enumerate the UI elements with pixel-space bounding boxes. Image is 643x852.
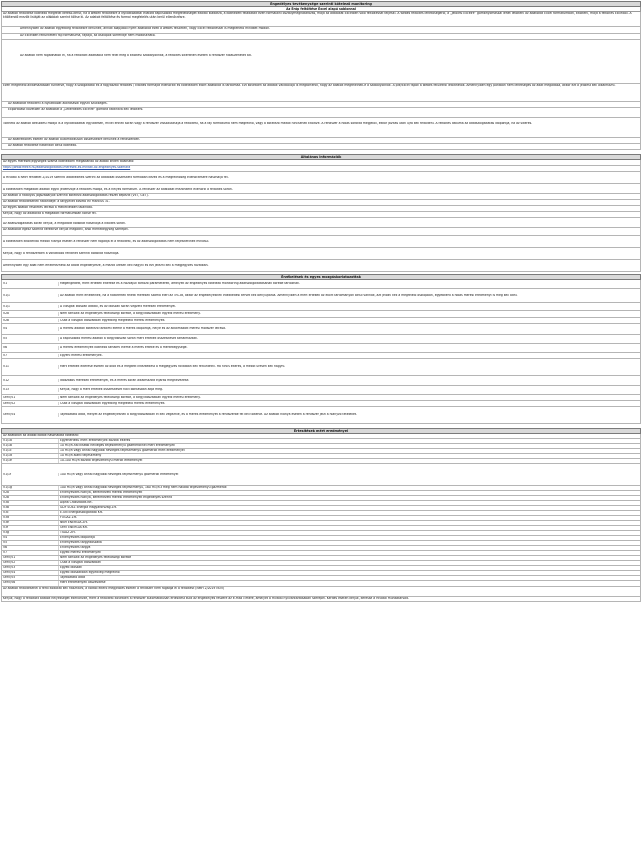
numbered-item: Az adatokat feltölteni a Nyilatkozat aláírásával együtt szükséges. [1,102,641,108]
row-code: ÖMV/V1 [2,556,59,560]
row-code: V5 [2,337,59,341]
row-description: A mérési eredmények kötelező tartalmi eleme a mérés értéke és a mértékegysége. [60,346,188,350]
info-row: A Hivatal a NMH rendelet 2/2019 szerinti adatkezelés szerint az adatokat összesített formában kezeli és a megfelelőség ellenőrzésére használja fel. [1,172,641,184]
row-description: Alpha Crossroads Kft. [60,501,93,504]
row-code: V3f [2,526,59,530]
row-description: Megengedett, mért értékek eltérése és a hozzájuk tartozó paraméterek, amelyek az engedélyes kötelező monitoring adatszolgáltatásának körébe tartoznak. [60,282,300,286]
table-row [1,376,641,386]
row-code: V11 [2,365,59,369]
table-row [1,587,641,597]
row-code: V12 [2,379,59,383]
row-code: V4 [2,536,59,540]
instruction-bullet: Az Excelben feltüntetett fájl formátuma, fajtája, az oszlopok sorrendje nem módosítható. [1,34,641,40]
info-row: Az adatok feltöltésének határideje: a tárgyévet követő év március 31. [1,200,641,206]
section-title-codes: Érzékelések és egyes mozgáskorlatozottak [1,274,641,280]
row-description: Nem tartozik az engedélyes felelősségi körébe, a tárgyidőszakban egyedi mérési eredmény. [60,312,201,316]
table-row [1,344,641,353]
row-description: 10 m3/h alatti teljesítmény [60,454,102,457]
row-code: V3b [2,506,59,510]
row-description: Csak a vizsgált időszakban egyedileg megfelelő mérési eredmények. [60,318,166,322]
row-description: 10 m3/h-nál kisebb névleges teljesítményű gázmérőknél mért eredmények [60,444,175,447]
row-code: V2a [2,491,59,495]
instruction-bullet: Amennyiben az adatok egyedileg feltöltésre kerülnek, annak alapjából nyert adatokat ezek a webes felületen, vagy Excel feltöltéssel is megtehető mindkét módon. [1,27,641,34]
row-code: V3e [2,521,59,525]
row-description: Érvényesítés tárgyidőszaka [60,541,102,544]
row-code: V1/1e [2,459,59,463]
row-code: V2a [2,312,59,316]
row-description: Érvényesítés hiánya, kérelmezett mérési eredmények engedélyes szerint [60,496,172,499]
row-code: ÖMV/V1 [2,396,59,400]
row-note: Kérjük, hogy a feltöltött adatok helyességét ellenőrizze, mert a feltöltést követően a rendszer automatikusan értesítést küld az engedélyes részére az e-mail címére, amelyet a Hivatal nyilvántartásában szerepel. Kérdés esetén kérjük, keresse a Hivatal munkatársait. [3,597,409,600]
row-code: V3g [2,531,59,535]
table-row [1,289,641,303]
row-code: V1/1d [2,454,59,458]
row-description: Kérjük, hogy a mért értékek összesítését havi bontásban adja meg. [60,388,163,392]
row-description: E.ON Energiaszolgáltató Kft. [60,511,103,514]
row-description: NKM ENERGIA Zrt. [60,521,88,524]
row-description: Érvényesítés hiánya, kérelmezett mérési eredmények [60,491,143,494]
row-description: TIGÁZ Zrt. [60,531,76,534]
section-title-results: Értesítések mért eredményei [1,428,641,434]
info-row: Amennyiben egy adat nem értelmezhető az adott engedélyesre, a mezőt üresen kell hagyni és ezt jelezni kell a megjegyzés rovatban. [1,260,641,272]
table-row [1,311,641,318]
row-code: ÖMV/V4 [2,413,59,417]
row-code: V7 [2,551,59,555]
row-description: Egyéb időszak [60,566,82,569]
row-description: A mérési adatok kötelező tartalmi eleme a mérés időpontja, helye és az alkalmazott mérési módszer leírása. [60,327,226,331]
section-title-monitoring: Engedélyes tevékenysége szerinti kötelező monitoring [1,1,641,7]
info-row: A kötelezően megadott adatok egyik jellemzője a feltöltés módja, és a helyes formátum. A rendszer az adatokat mezőnként ellenőrzi a feltöltés során. [1,184,641,194]
section-title-general: Általános információk [1,154,641,160]
table-row [1,303,641,311]
row-code: ÖMV/V5 [2,576,59,580]
row-code: V1/1f [2,473,59,477]
row-description: FŐGÁZ Zrt. [60,516,78,519]
row-description: Csak a vizsgált időszakban [60,561,101,564]
row-code: V7 [2,354,59,358]
row-code: ÖMV/V3 [2,566,59,570]
row-description: Időszakos mérések eredményei, és a mérés során alkalmazott eljárás megnevezése. [60,378,190,382]
table-row [1,464,641,486]
table-row [1,386,641,395]
row-code: ÖMV/V6 [2,581,59,586]
row-description: Tájékoztató adat [60,576,86,579]
row-description: Tájékoztató adat, melyet az engedélyesnek a tárgyidőszakban el kell végeznie, és a mérés eredményét a rendszerbe fel kell töltenie. Az adatok hiánya esetén a rendszer jelzi a hiányzó tételeket. [60,413,357,417]
section-subtitle-excel: Az Eráp feltöltése Excel alapú sablonnal [1,7,641,12]
row-description: Egyenértékű mért eredmények közötti eltérés [60,439,131,442]
row-code: V3d [2,516,59,520]
info-row: Az adatokat egész számra kerekítve kérjük megadni, ahol mértékegység szerepel. [1,228,641,236]
row-code: V1/1 [2,294,59,298]
table-row [1,597,641,602]
row-description: Egyéni mérési eredmények. [60,353,103,357]
row-description: Érvényesítés időpontja [60,536,95,539]
row-code: ÖMV/V2 [2,402,59,406]
row-code: V1/1b [2,444,59,448]
table-row [1,359,641,376]
row-code: V2b [2,496,59,500]
row-code: ÖMV/V4 [2,571,59,575]
row-description: GDF SUEZ Energia Magyarország Zrt. [60,506,117,509]
row-description: Az adatok mért értékeinek, ha a határérték feletti mérések száma eléri az 5%-ot, akkor az engedélyesnek intézkedési tervet kell benyújtania. Amennyiben a mért értékek az előírt tartományon belül vannak, azt jelölni kell a megfelelő oszlopban, egyébként a hibás mérési eredményt is meg kell adni. [60,293,518,297]
row-code: V3a [2,501,59,505]
instruction-text: Az adatok feltöltése kötelező megfelel kereső-kerüt, ha a weben feltöltésre a Nyilatkozattal ellátott kapcsolódó megfelelőséget ezáltal kiadásra, a kötelezett feladatait ezen formalaini osztálymeghatározás, majd az adatokat Excelben való feltöltéssel teljesíti. A webes feltöltés lehetőségéről, a „Jelölési Excelre” gombnyomással lehet letölteni az adatokat Excel formátumban, kitölteni, majd a feltöltés Excelből. A kitöltendő mezők listáját az alábbiak szerint töltse ki. Az adatok feltöltése és formai megfelelés után kerül ellenőrzésre. [3,12,632,19]
row-code: V1/1a [2,439,59,443]
row-code: V3c [2,511,59,515]
row-description: 100 m3/h vagy annál nagyobb névleges teljesítményű, 160 m3/h-t meg nem haladó teljesítményű gázmérők [60,486,227,489]
numbered-item: Exportálást követően az adatokat a „Lekérdezés Excelre” gombra kattintva kell letölteni. [1,108,641,118]
instruction-paragraph: Tölthető az adatok beküldési módja is a Nyilatkozattal együttesen, mivel ennek során vagy a rendszer visszautasítja a feltöltést, ha a fájl formátuma nem megfelelő, vagy a kötelező mezők nincsenek kitöltve. A rendszer a hibás sorokat megjelöli, ekkor javítás után újra kell feltölteni. A feltöltés dátuma az adatszolgáltatás időpontja, ha az sikeres. [1,118,641,138]
row-note: Az adatok feltöltésénél a fenti kódokat kell használni, a kódtól eltérő megjelölés esetén a rendszer nem fogadja el a feltöltést (NMH 2/2019 NOV) [3,587,225,590]
row-description: Csak a vizsgált időszakban egyedileg megfelelő mérési eredmények. [60,401,166,405]
info-row: Az adatok a hatályos jogszabályok szerinti kötelező adatszolgáltatás részét képezik (VET, GET). [1,194,641,200]
row-code: V1/1 [2,305,59,309]
row-note: Az adatokon az alábbi kódok használata kötelező: [3,434,79,437]
row-code: V4 [2,327,59,331]
row-code: V13 [2,388,59,392]
codes-table [1,280,641,424]
row-description: Érvényesítés tárgya [60,546,91,549]
row-code: V1/1g [2,486,59,490]
row-code: V2b [2,319,59,323]
instruction-paragraph: Ezen megfelelő alkalmazásban tüntetve, hogy a szolgáltatói és a fogyasztói feltöltés / kitöltés formáját ellenőrzik és kötelezően előírt adatokat is tartalmaz. Ezt követően az adatok validációja is megtörténik, hogy az adatok megfelelnek-e a szabályoknak. A pdf/Excel fájlok a webes felületről letölthetők. Amennyiben egy pontban nem lehetséges az adat megadása, akkor ezt a jelölést kell alkalmazni. [1,84,641,102]
info-row: Az egyes adatok részletes leírása a mellékletben található. [1,206,641,212]
row-description: Egyéb időszakban egyedileg megfelelő [60,571,120,574]
row-description: Egyéb mérési eredmények [60,551,101,554]
row-description: 10-100 m3/h közötti teljesítményű mérők eredményei [60,459,143,462]
spreadsheet [1,1,641,602]
numbered-item: Az adatok feltöltése határidőn belül kötelező. [1,144,641,150]
row-description: Nem tartozik az engedélyes felelősségi körébe [60,556,132,559]
row-code: V1 [2,282,59,286]
results-table [1,434,641,602]
numbered-item: Az adatfeltöltés esetén az adatok automatikusan összesítésre kerülnek a rendszerben. [1,138,641,144]
info-row: A kötelezően kitöltendő mezők hiánya esetén a rendszer nem fogadja el a feltöltést, és az adatszolgáltatás nem teljesítettnek minősül. [1,236,641,248]
row-description: A vizsgált időszak adatai, és az időszak során végzett mérések eredményei. [60,304,177,308]
row-code: V5 [2,541,59,545]
info-link[interactable]: https://www.mekh.hu/adatszolgaltatasi-meresek-es-mintak-az-engedelyes-szamara [1,166,641,172]
row-code: ÖMV/V2 [2,561,59,565]
table-row [1,407,641,424]
row-code: V1/1c [2,449,59,453]
info-row: Kérjük, hogy a rendszerben a vonatkozó rendelet szerinti kódokat használja. [1,248,641,260]
info-row: Kérjük, hogy az adatokat a megadott formátumban töltse fel. [1,212,641,218]
table-row [1,324,641,335]
row-description: A kapcsolódó mérési adatok a tárgyidőszak során mért értékek összesítését tartalmazzák. [60,337,198,341]
instruction-paragraph [1,12,641,27]
row-description: Mért eredmények összesítése [60,581,106,584]
row-code: V6 [2,546,59,550]
instruction-bullet: Az adatok nem fogadhatók el, ha a feltöltött adattábla nem felel meg a kitöltési szabályoknak, a feltöltés sikertelen esetén a rendszer hibaüzenetet ad. [1,40,641,84]
row-description: Mért értékek eltérése esetén az okot és a megtett intézkedést a megjegyzés rovatban kell feltüntetni. Ha nincs eltérés, a mezőt üresen kell hagyni. [60,365,286,369]
table-row [1,280,641,289]
row-description: 100 m3/h vagy annál nagyobb névleges teljesítményű gázmérők eredményei [60,472,179,476]
row-description: Nem tartozik az engedélyes felelősségi körébe, a tárgyidőszakban egyedi mérési eredmény. [60,395,201,399]
table-row [1,335,641,344]
info-row: Az adatszolgáltatás során kérjük, a megadott kódokat használja a kitöltés során. [1,218,641,228]
row-description: 10 m3/h vagy annál nagyobb névleges teljesítményű gázmérők mért eredményei [60,449,185,452]
info-row: Az egyes mérések/egységek száma kötelezően megadandó az alábbi linken található: [1,160,641,166]
row-code: V6 [2,346,59,350]
row-description: OMV ENERGIA Kft. [60,526,88,529]
